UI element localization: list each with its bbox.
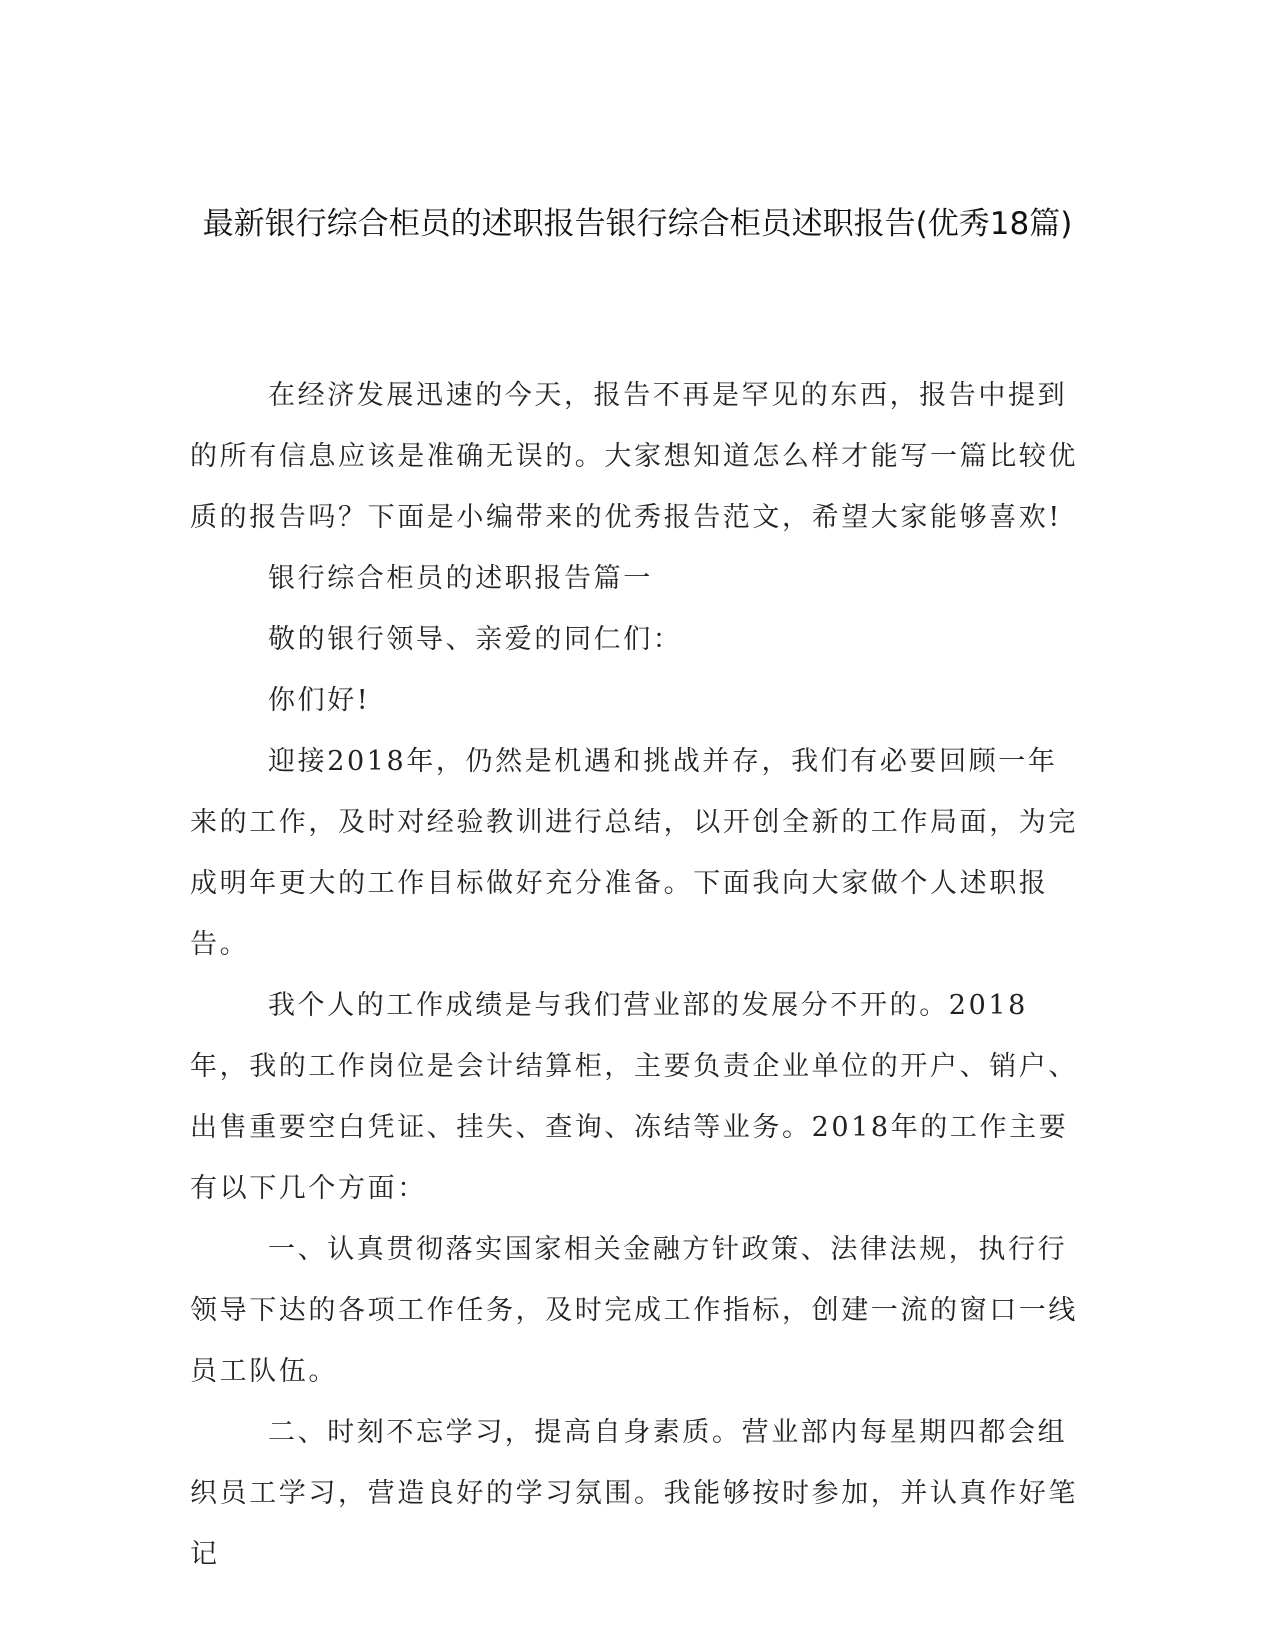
paragraph: 我个人的工作成绩是与我们营业部的发展分不开的。2018年，我的工作岗位是会计结算柜，主要负责企业单位的开户、销户、出售重要空白凭证、挂失、查询、冻结等业务。2018年的工作主要有以下几个方面： [190,990,1078,1204]
paragraph: 你们好! [268,685,371,716]
document-body [190,365,1085,1585]
document-title: 最新银行综合柜员的述职报告银行综合柜员述职报告(优秀18篇) [202,206,1073,242]
paragraph: 在经济发展迅速的今天，报告不再是罕见的东西，报告中提到的所有信息应该是准确无误的。大家想知道怎么样才能写一篇比较优质的报告吗？下面是小编带来的优秀报告范文，希望大家能够喜欢! [190,380,1078,533]
paragraph: 迎接2018年，仍然是机遇和挑战并存，我们有必要回顾一年来的工作，及时对经验教训进行总结，以开创全新的工作局面，为完成明年更大的工作目标做好充分准备。下面我向大家做个人述职报告。 [190,746,1078,960]
paragraph: 银行综合柜员的述职报告篇一 [268,563,653,594]
paragraph: 二、时刻不忘学习，提高自身素质。营业部内每星期四都会组织员工学习，营造良好的学习氛围。我能够按时参加，并认真作好笔记 [190,1417,1078,1570]
paragraph: 敬的银行领导、亲爱的同仁们： [268,624,683,655]
paragraph: 一、认真贯彻落实国家相关金融方针政策、法律法规，执行行领导下达的各项工作任务，及时完成工作指标，创建一流的窗口一线员工队伍。 [190,1234,1078,1387]
